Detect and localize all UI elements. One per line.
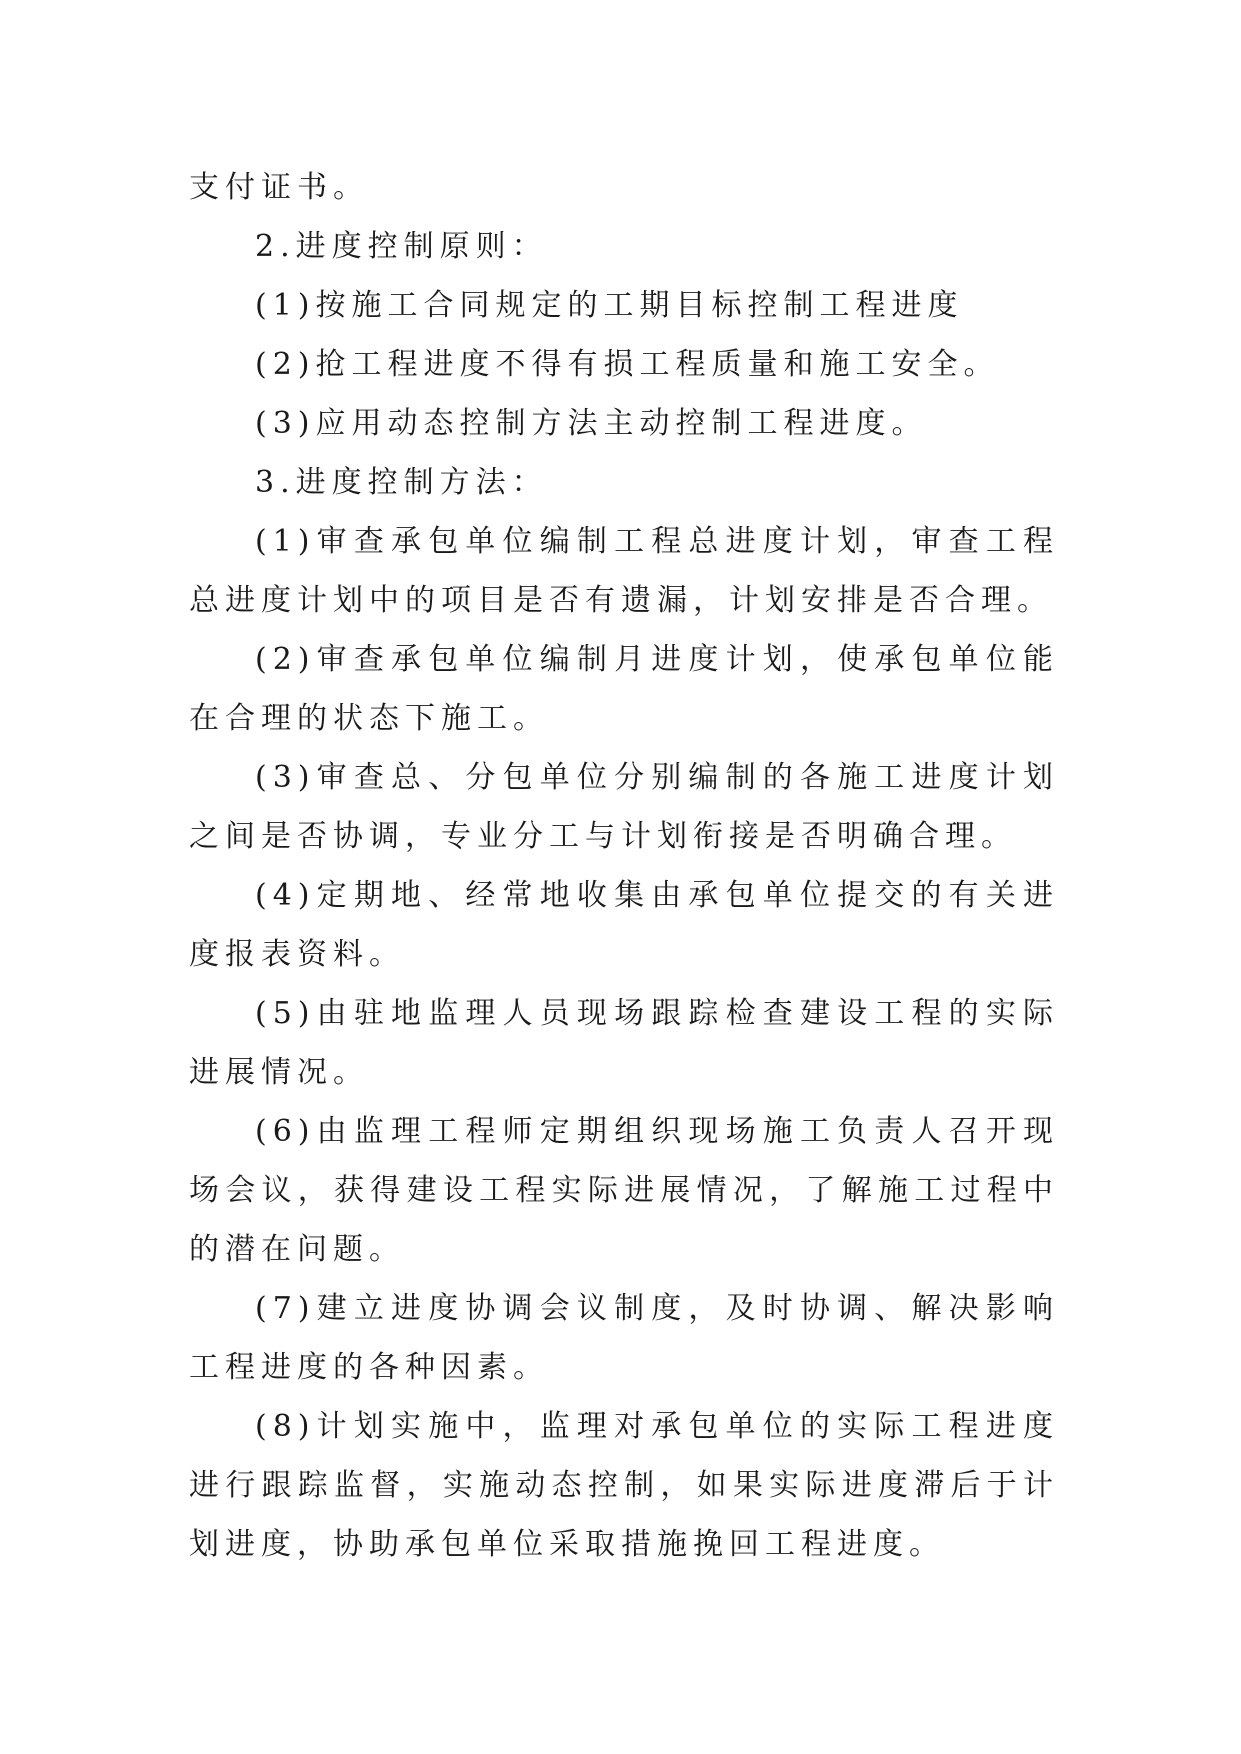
paragraph-method-8: (8)计划实施中，监理对承包单位的实际工程进度进行跟踪监督，实施动态控制，如果实际进度滞后于计划进度，协助承包单位采取措施挽回工程进度。 [189,1409,1059,1562]
paragraph-method-6: (6)由监理工程师定期组织现场施工负责人召开现场会议，获得建设工程实际进展情况，了解施工过程中的潜在问题。 [189,1114,1059,1267]
paragraph-method-1: (1)审查承包单位编制工程总进度计划，审查工程总进度计划中的项目是否有遗漏，计划安排是否合理。 [189,524,1059,618]
document-body [189,158,1059,1574]
paragraph-method-5: (5)由驻地监理人员现场跟踪检查建设工程的实际进展情况。 [189,996,1059,1090]
heading-progress-methods: 3.进度控制方法： [255,465,548,500]
paragraph-continuation: 支付证书。 [189,170,369,205]
paragraph-method-3: (3)审查总、分包单位分别编制的各施工进度计划之间是否协调，专业分工与计划衔接是否明确合理。 [189,760,1059,854]
paragraph-principle-1: (1)按施工合同规定的工期目标控制工程进度 [255,288,964,323]
paragraph-method-7: (7)建立进度协调会议制度，及时协调、解决影响工程进度的各种因素。 [189,1291,1059,1385]
paragraph-method-2: (2)审查承包单位编制月进度计划，使承包单位能在合理的状态下施工。 [189,642,1059,736]
heading-progress-principles: 2.进度控制原则： [255,229,548,264]
paragraph-method-4: (4)定期地、经常地收集由承包单位提交的有关进度报表资料。 [189,878,1059,972]
paragraph-principle-2: (2)抢工程进度不得有损工程质量和施工安全。 [255,347,1000,382]
paragraph-principle-3: (3)应用动态控制方法主动控制工程进度。 [255,406,928,441]
